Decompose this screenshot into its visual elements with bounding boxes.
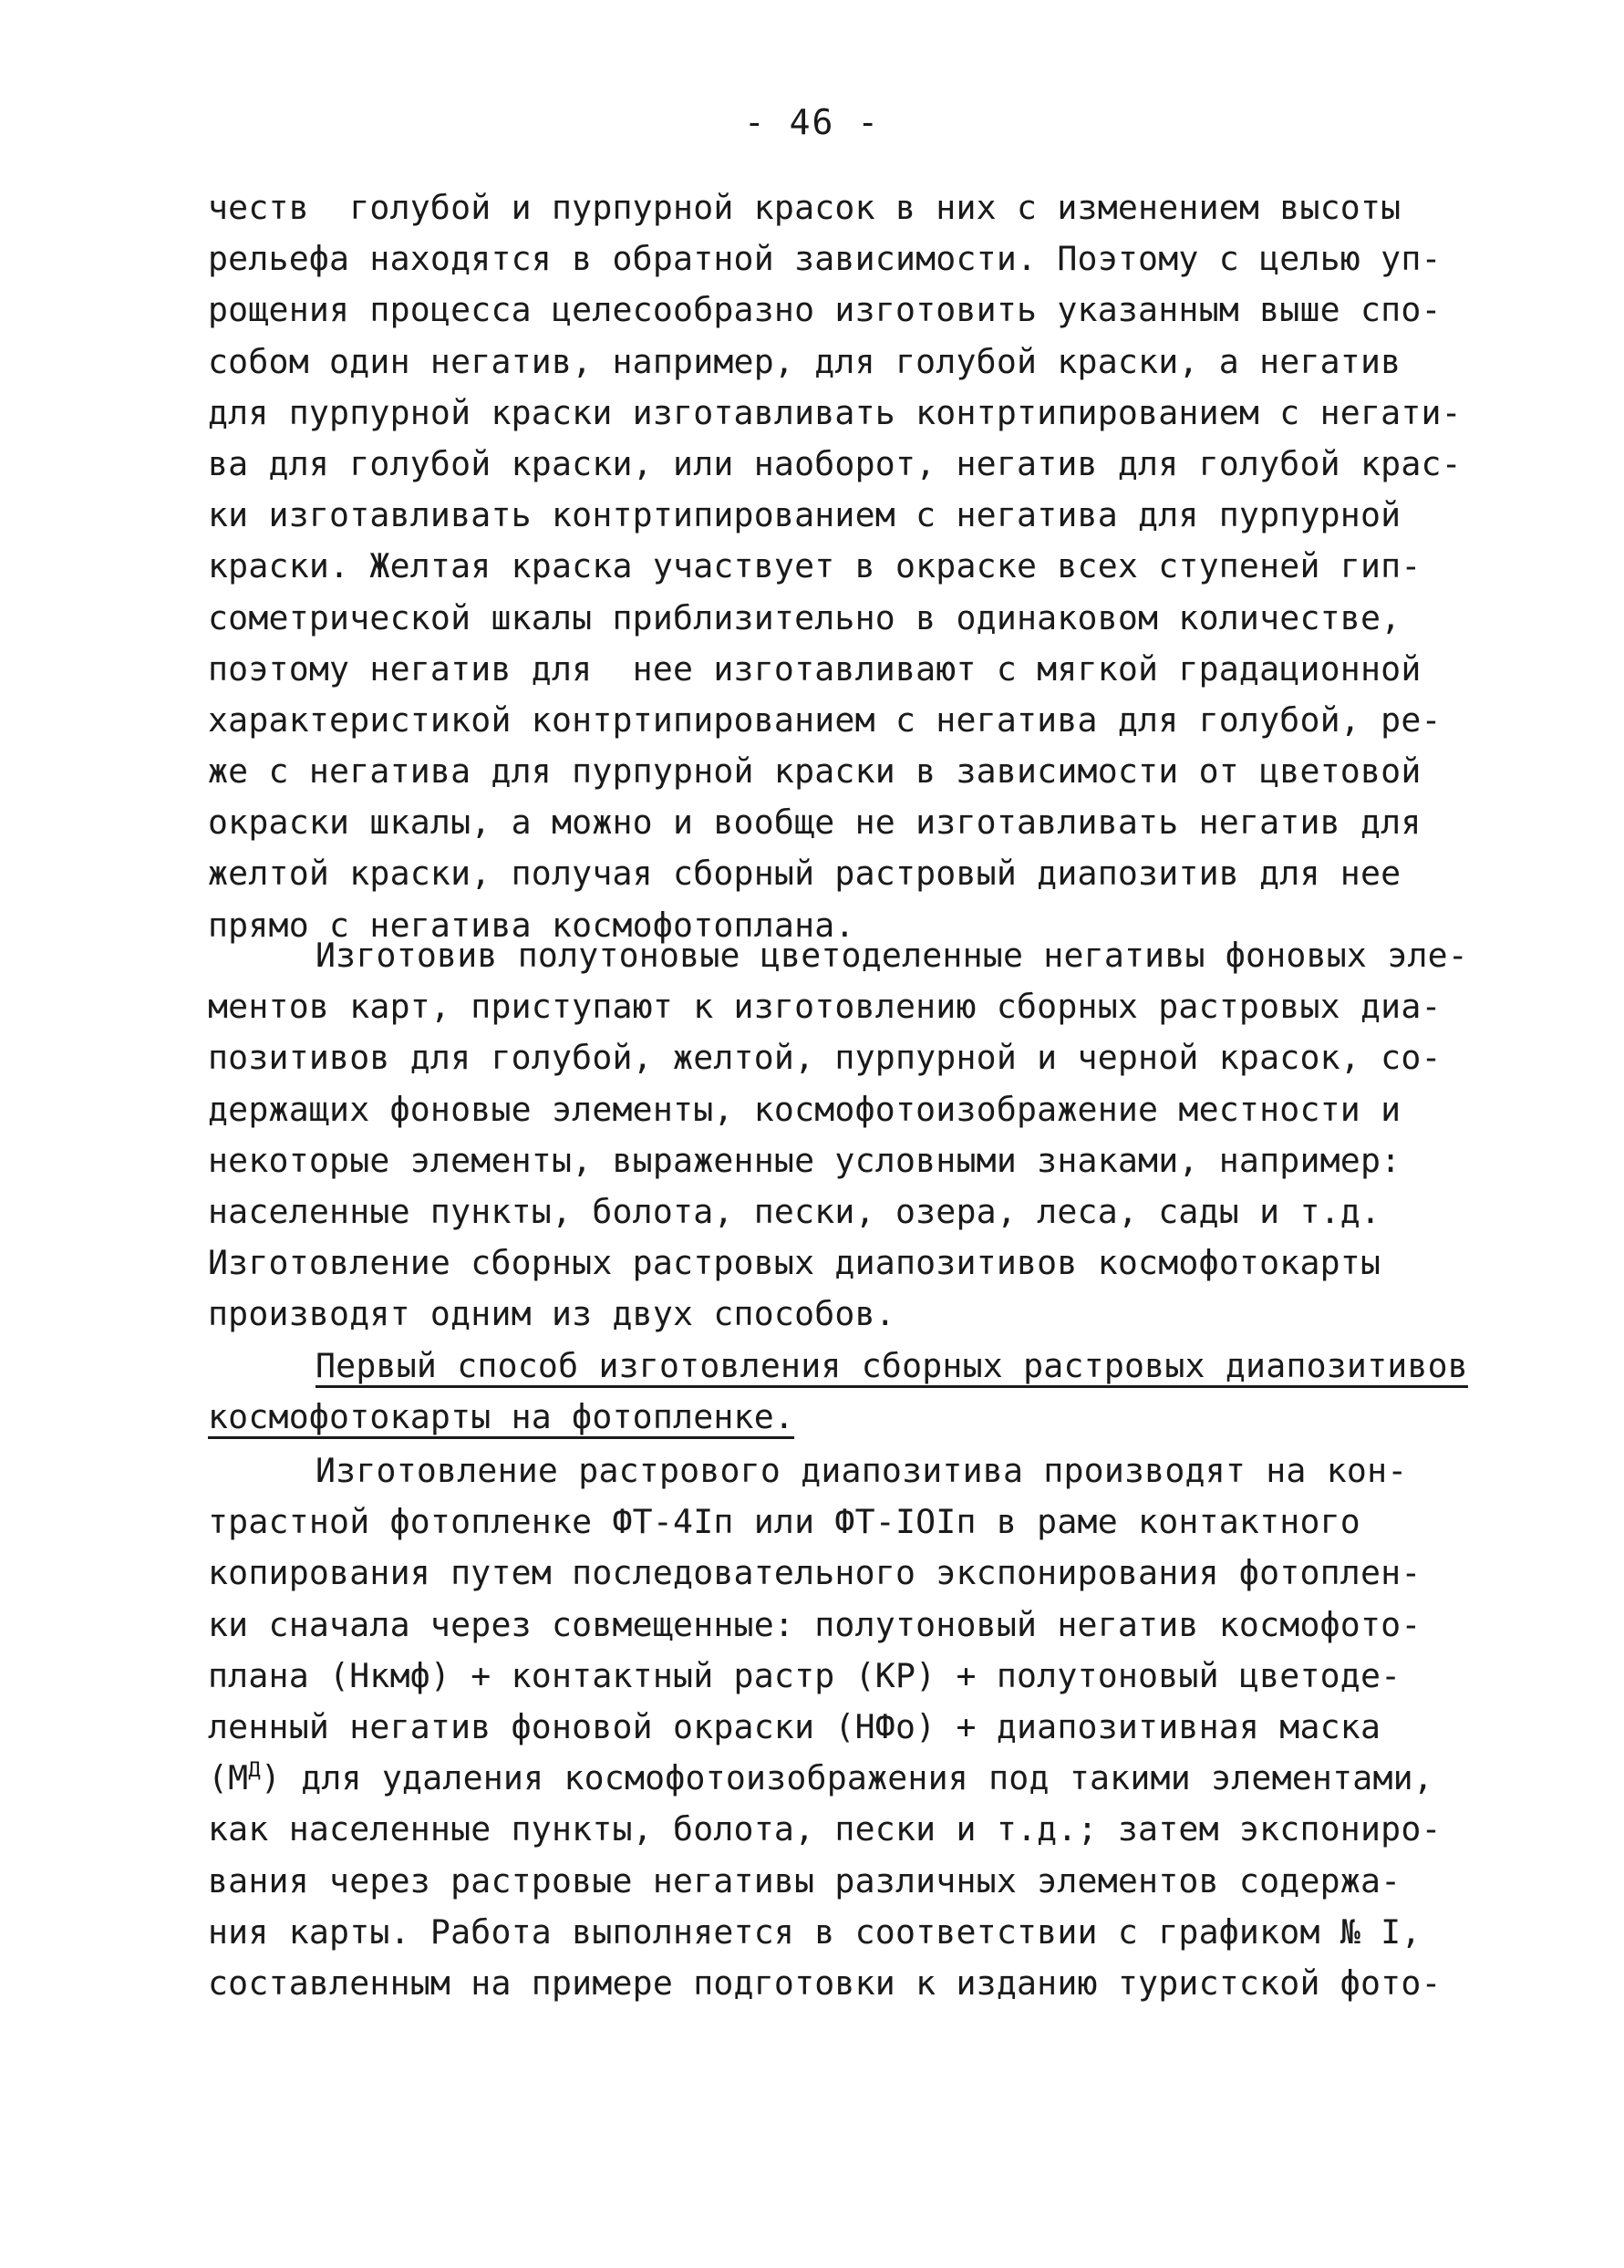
text-line-with-superscript [208, 1753, 1503, 1804]
text-line: поэтому негатив для нее изготавливают с мягкой градационной [208, 648, 1422, 689]
text-line: ментов карт, приступают к изготовлению сборных растровых диа- [208, 987, 1442, 1027]
text-line: некоторые элементы, выраженные условными знаками, например: [208, 1140, 1402, 1180]
text-line: производят одним из двух способов. [208, 1294, 895, 1334]
text-line: вания через растровые негативы различных элементов содержа- [208, 1860, 1402, 1900]
mask-close: ) [260, 1758, 281, 1798]
text-line: ки изготавливать контртипированием с негатива для пурпурной [208, 495, 1402, 535]
page-number: - 46 - [743, 102, 881, 142]
text-line: держащих фоновые элементы, космофотоизображение местности и [208, 1089, 1402, 1129]
heading-line: Первый способ изготовления сборных растровых диапозитивов [315, 1346, 1468, 1385]
paragraph-2 [208, 930, 1503, 1341]
paragraph-4 [208, 1445, 1503, 2009]
text-line: рощения процесса целесообразно изготовить указанным выше спо- [208, 290, 1442, 330]
text-line: населенные пункты, болота, пески, озера, леса, сады и т.д. [208, 1191, 1381, 1231]
text-line: рельефа находятся в обратной зависимости. Поэтому с целью уп- [208, 239, 1442, 279]
heading-line: космофотокарты на фотопленке. [208, 1397, 795, 1437]
section-heading [208, 1341, 1503, 1443]
text-line: Изготовление растрового диапозитива производят на кон- [315, 1451, 1408, 1490]
mask-symbol: (М [208, 1758, 249, 1798]
text-line: позитивов для голубой, желтой, пурпурной и черной красок, со- [208, 1038, 1442, 1078]
text-line: составленным на примере подготовки к изданию туристской фото- [208, 1962, 1442, 2003]
paragraph-1 [208, 182, 1503, 951]
text-line: для пурпурной краски изготавливать контртипированием с негати- [208, 392, 1462, 432]
text-line: ки сначала через совмещенные: полутоновый негатив космофото- [208, 1604, 1422, 1644]
text-line: собом один негатив, например, для голубой краски, а негатив [208, 341, 1402, 381]
text-line: ва для голубой краски, или наоборот, негатив для голубой крас- [208, 443, 1462, 483]
text-line: прямо с негатива космофотоплана. [208, 905, 855, 945]
text-line: Изготовление сборных растровых диапозитивов космофотокарты [208, 1243, 1381, 1283]
text-line: же с негатива для пурпурной краски в зависимости от цветовой [208, 751, 1422, 792]
text-line: плана (Нкмф) + контактный растр (КР) + полутоновый цветоде- [208, 1655, 1402, 1695]
text-line: ния карты. Работа выполняется в соответствии с графиком № I, [208, 1911, 1422, 1952]
text-line: желтой краски, получая сборный растровый диапозитив для нее [208, 854, 1402, 894]
text-line: краски. Желтая краска участвует в окраске всех ступеней гип- [208, 546, 1422, 586]
text-line: трастной фотопленке ФТ-4Iп или ФТ-IOIп в раме контактного [208, 1502, 1360, 1542]
text-line: как населенные пункты, болота, пески и т.д.; затем экспониро- [208, 1809, 1442, 1849]
text-line: окраски шкалы, а можно и вообще не изготавливать негатив для [208, 803, 1422, 843]
text-line: копирования путем последовательного экспонирования фотоплен- [208, 1553, 1422, 1593]
text-line: ленный негатив фоновой окраски (НФо) + диапозитивная маска [208, 1706, 1381, 1746]
text-line: характеристикой контртипированием с негатива для голубой, ре- [208, 699, 1442, 740]
text-line: Изготовив полутоновые цветоделенные негативы фоновых эле- [315, 936, 1468, 975]
text-line: сометрической шкалы приблизительно в одинаковом количестве, [208, 597, 1402, 637]
text-line-tail: для удаления космофотоизображения под такими элементами, [301, 1758, 1433, 1798]
text-line: честв голубой и пурпурной красок в них с изменением высоты [208, 188, 1402, 227]
mask-superscript: Д [248, 1759, 261, 1783]
